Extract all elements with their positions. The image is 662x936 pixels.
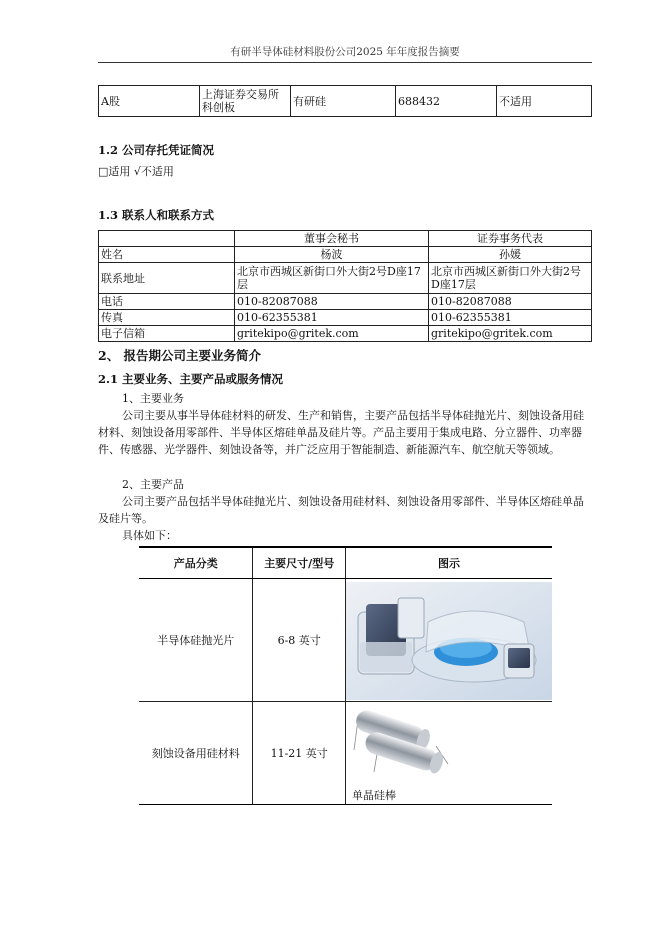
- stock-code-cell: 688432: [396, 86, 497, 117]
- paragraph-main-products: 公司主要产品包括半导体硅抛光片、刻蚀设备用硅材料、刻蚀设备用零部件、半导体区熔硅单晶及硅片等。: [98, 495, 584, 525]
- product-size: 11-21 英寸: [253, 702, 346, 805]
- section-2-1-title: 2.1 主要业务、主要产品或服务情况: [98, 372, 284, 386]
- section-1-3-title: 1.3 联系人和联系方式: [98, 208, 215, 222]
- section-1-2-title: 1.2 公司存托凭证简况: [98, 143, 215, 157]
- stock-type-cell: A股: [99, 86, 200, 117]
- contact-rep-value: 010-82087088: [429, 294, 592, 310]
- product-image-cell: [346, 702, 553, 805]
- subheading-main-business: 1、主要业务: [122, 392, 184, 405]
- silicon-rod-image: [350, 706, 450, 778]
- product-image-cell: [346, 579, 553, 702]
- table-row: [99, 294, 592, 310]
- contact-label: 姓名: [99, 247, 235, 263]
- table-row: [99, 247, 592, 263]
- subheading-main-products: 2、主要产品: [122, 478, 184, 491]
- contact-label: 电话: [99, 294, 235, 310]
- stock-exchange-cell: 上海证券交易所科创板: [200, 86, 291, 117]
- col-header-size: 主要尺寸/型号: [253, 547, 346, 579]
- contact-rep-value: 010-62355381: [429, 310, 592, 326]
- products-table: [139, 546, 552, 805]
- header-divider: [98, 62, 592, 63]
- contact-rep-value: 北京市西城区新街口外大街2号D座17层: [429, 263, 592, 294]
- table-row: [99, 86, 592, 117]
- contact-rep-value: 孙媛: [429, 247, 592, 263]
- col-header-image: 图示: [346, 547, 553, 579]
- table-row: [99, 310, 592, 326]
- table-row: [99, 263, 592, 294]
- stock-prev-name-cell: 不适用: [497, 86, 592, 117]
- paragraph-details-intro: 具体如下：: [122, 529, 177, 542]
- product-category: 半导体硅抛光片: [139, 579, 253, 702]
- stock-info-table: [98, 85, 592, 117]
- contact-label: 电子信箱: [99, 326, 235, 342]
- col-header-category: 产品分类: [139, 547, 253, 579]
- paragraph-main-business: 公司主要从事半导体硅材料的研发、生产和销售，主要产品包括半导体硅抛光片、刻蚀设备用硅材料、刻蚀设备用零部件、半导体区熔硅单晶及硅片等。产品主要用于集成电路、分立器件、功率器件、传感器、光学器件、刻蚀设备等，并广泛应用于智能制造、新能源汽车、航空航天等领域。: [98, 409, 584, 456]
- contact-secretary-value: 010-82087088: [235, 294, 429, 310]
- table-row: [139, 579, 552, 702]
- contact-col-rep: 证券事务代表: [429, 231, 592, 247]
- contact-table: [98, 230, 592, 342]
- contact-label: 联系地址: [99, 263, 235, 294]
- image-caption: 单晶硅棒: [352, 789, 396, 802]
- table-row: [99, 231, 592, 247]
- table-row: [99, 326, 592, 342]
- section-1-2-options: □适用 √不适用: [98, 165, 174, 178]
- table-header-row: [139, 547, 552, 579]
- page-header: 有研半导体硅材料股份公司2025 年年度报告摘要: [230, 46, 460, 58]
- contact-secretary-email[interactable]: gritekipo@gritek.com: [235, 326, 429, 342]
- contact-label: 传真: [99, 310, 235, 326]
- contact-header-blank: [99, 231, 235, 247]
- section-2-title: 2、 报告期公司主要业务简介: [98, 348, 262, 363]
- contact-rep-email[interactable]: gritekipo@gritek.com: [429, 326, 592, 342]
- contact-secretary-value: 北京市西城区新街口外大街2号D座17层: [235, 263, 429, 294]
- contact-secretary-value: 010-62355381: [235, 310, 429, 326]
- wafer-carrier-image: [346, 582, 552, 700]
- contact-secretary-value: 杨波: [235, 247, 429, 263]
- contact-col-secretary: 董事会秘书: [235, 231, 429, 247]
- product-size: 6-8 英寸: [253, 579, 346, 702]
- product-category: 刻蚀设备用硅材料: [139, 702, 253, 805]
- stock-short-name-cell: 有研硅: [291, 86, 396, 117]
- table-row: [139, 702, 552, 805]
